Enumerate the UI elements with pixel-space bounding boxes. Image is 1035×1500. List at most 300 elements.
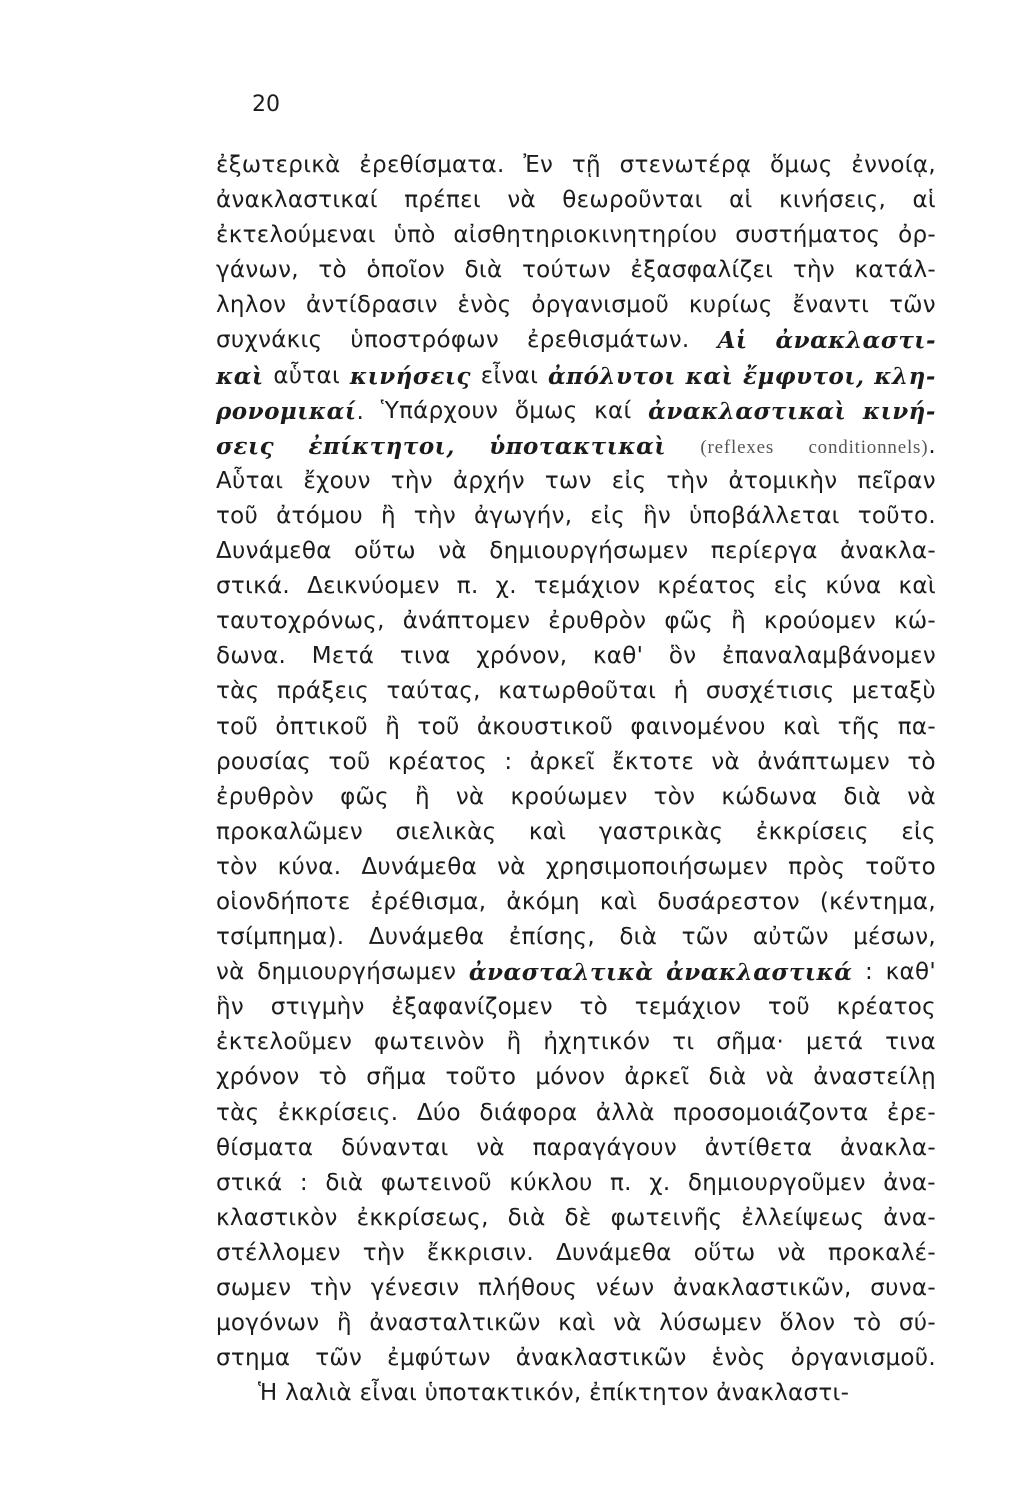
text-segment: ἐλλείψεως <box>741 1204 865 1231</box>
text-segment: φωτεινοῦ <box>380 1169 492 1196</box>
text-segment: νὰ <box>507 187 536 214</box>
word <box>529 815 566 850</box>
word <box>828 1236 936 1271</box>
emphasized-text: ἀνακλαστι- <box>775 327 936 355</box>
word <box>381 394 499 429</box>
word <box>307 569 440 604</box>
text-line <box>216 148 936 183</box>
text-segment: σιελικὰς <box>395 818 497 845</box>
word <box>350 359 471 394</box>
text-segment: ἐκτελοῦμεν <box>216 1029 353 1056</box>
word <box>901 815 936 850</box>
word <box>216 569 290 604</box>
text-segment: νὰ <box>765 1064 795 1091</box>
word <box>361 850 477 885</box>
word <box>387 674 481 709</box>
word <box>381 1166 492 1201</box>
word <box>899 1306 936 1341</box>
word <box>216 674 259 709</box>
text-segment: τοῦτο <box>865 853 936 880</box>
text-segment: ἀρχήν <box>452 467 525 494</box>
word <box>806 1025 863 1060</box>
text-line <box>216 1236 936 1271</box>
word <box>630 710 765 745</box>
text-segment: νὰ <box>711 748 741 775</box>
text-segment: ἐξασφαλίζει <box>630 257 774 284</box>
word <box>657 885 800 920</box>
text-segment: εἰς <box>611 467 647 494</box>
word <box>531 288 669 323</box>
text-segment: ὅμως <box>770 152 833 178</box>
word <box>300 1166 308 1201</box>
text-segment: Δυνάμεθα <box>556 1239 672 1266</box>
text-segment: ἐκκρίσεις <box>755 818 869 845</box>
word <box>673 1096 868 1131</box>
text-segment: ἢ <box>380 502 396 529</box>
text-segment: μεταξὺ <box>851 678 936 705</box>
text-segment: κώ- <box>893 608 936 635</box>
text-segment: στημα <box>216 1345 291 1372</box>
word <box>777 1236 806 1271</box>
text-segment: : <box>299 1169 308 1196</box>
foreign-term: (reflexes <box>700 436 775 458</box>
word <box>216 534 332 569</box>
word <box>337 1306 352 1341</box>
word <box>838 710 881 745</box>
word <box>753 920 829 955</box>
text-segment: τοῦ <box>216 713 259 740</box>
text-segment: πρὸς <box>788 853 846 880</box>
word <box>216 1271 291 1306</box>
text-segment: ἔχουν <box>303 467 371 494</box>
word <box>889 288 936 323</box>
word <box>722 639 936 674</box>
word <box>743 359 865 394</box>
text-segment: ἑνὸς <box>711 1345 766 1372</box>
word <box>711 745 740 780</box>
word <box>506 885 580 920</box>
word <box>853 1306 882 1341</box>
text-segment: Δυνάμεθα <box>216 538 332 565</box>
word <box>580 990 609 1025</box>
text-segment: Δύο <box>416 1099 461 1126</box>
word <box>414 499 456 534</box>
text-segment: κρέατος <box>836 994 936 1021</box>
text-line <box>216 604 936 639</box>
word <box>613 1306 642 1341</box>
text-segment: τὸ <box>579 994 609 1021</box>
word <box>612 745 694 780</box>
text-segment: συνα- <box>870 1275 936 1301</box>
text-segment: χρόνον <box>216 1064 300 1091</box>
text-segment: στενωτέρᾳ <box>619 152 752 178</box>
text-segment: ἐκκρίσεις. <box>277 1099 399 1126</box>
text-segment: προκαλῶμεν <box>216 818 364 845</box>
word <box>417 1096 461 1131</box>
word <box>657 569 756 604</box>
word <box>216 604 385 639</box>
text-segment: τῶν <box>681 924 729 951</box>
text-line <box>216 850 936 885</box>
word <box>548 359 676 394</box>
text-segment: τοῦ <box>417 713 460 740</box>
word <box>366 1060 426 1095</box>
word <box>216 183 378 218</box>
text-segment: ἐπαναλαμβάνομεν <box>721 643 936 670</box>
text-segment: νὰ <box>907 783 936 810</box>
word <box>593 639 643 674</box>
text-segment: νὰ <box>497 853 526 880</box>
text-segment: ἀκουστικοῦ <box>476 713 614 740</box>
text-segment: μογόνων <box>216 1310 320 1337</box>
word <box>216 253 299 288</box>
text-segment: καί <box>594 397 632 424</box>
word <box>359 148 504 183</box>
word <box>843 780 881 815</box>
word <box>508 1201 546 1236</box>
word <box>357 1201 489 1236</box>
word <box>851 148 936 183</box>
text-segment: : <box>865 959 874 986</box>
word <box>216 990 244 1025</box>
word <box>689 288 773 323</box>
text-segment: τῶν <box>315 1345 363 1372</box>
word <box>768 990 810 1025</box>
word <box>631 253 774 288</box>
word <box>216 1306 319 1341</box>
word <box>216 780 314 815</box>
word <box>453 218 717 253</box>
body-text <box>216 148 936 1411</box>
word <box>689 499 840 534</box>
word <box>489 534 688 569</box>
text-segment: τὴν <box>666 467 709 494</box>
text-segment: ἐμφύτων <box>387 1345 491 1372</box>
text-segment: ἀγωγήν, <box>473 502 573 529</box>
word <box>457 569 479 604</box>
text-segment: πρέπει <box>404 187 481 214</box>
word <box>894 604 936 639</box>
text-segment: τὸ <box>852 1310 882 1337</box>
text-segment: νὰ <box>613 1310 642 1337</box>
text-segment: εἰς <box>590 502 625 529</box>
word <box>308 429 454 464</box>
word <box>729 183 753 218</box>
text-segment: κύκλου <box>509 1169 593 1196</box>
word <box>535 1060 605 1095</box>
text-segment: ἐρυθρὸν <box>548 608 647 635</box>
word <box>659 1306 762 1341</box>
text-segment: ἣν <box>216 994 245 1021</box>
word <box>764 604 876 639</box>
text-segment: (κέντημα, <box>819 888 936 915</box>
word <box>870 1271 936 1306</box>
text-segment: ἐξωτερικὰ <box>216 152 341 178</box>
text-segment: π. <box>610 1169 632 1196</box>
text-segment: νὰ <box>438 538 467 565</box>
emphasized-text: καὶ <box>216 362 264 390</box>
text-segment: διὰ <box>619 924 658 951</box>
text-segment: συχνάκις <box>216 327 323 354</box>
text-segment: χρησιμοποιήσωμεν <box>545 853 769 880</box>
text-segment: ἐρέθισμα, <box>370 888 487 915</box>
word <box>481 359 539 394</box>
word <box>216 499 258 534</box>
text-segment: ἐξαφανίζομεν <box>391 994 553 1021</box>
text-segment: θίσματα <box>216 1134 314 1161</box>
text-segment: ἐκτελούμεναι <box>216 222 376 249</box>
text-segment: στέλλομεν <box>216 1239 341 1266</box>
word <box>216 323 322 358</box>
word <box>374 1025 485 1060</box>
text-segment: φῶς <box>340 783 389 810</box>
text-segment: ἐρεθισμάτων. <box>526 327 690 354</box>
text-line <box>216 323 936 358</box>
text-segment: ἀντίθετα <box>704 1134 813 1161</box>
text-segment: δημιουργήσωμεν <box>489 538 689 565</box>
word <box>673 1271 852 1306</box>
text-segment: ὃν <box>668 643 697 670</box>
text-segment: αἰσθητηριοκινητηρίου <box>453 222 718 249</box>
word <box>898 710 936 745</box>
word <box>369 920 485 955</box>
text-segment: φωτεινῆς <box>610 1204 723 1231</box>
emphasized-text: κινήσεις <box>349 362 471 390</box>
word <box>216 394 364 429</box>
emphasized-text: σεις <box>216 432 275 460</box>
text-segment: τὴν <box>309 1275 353 1301</box>
page-number: 20 <box>252 92 280 117</box>
word <box>853 920 936 955</box>
text-segment: φαινομένου <box>630 713 766 740</box>
word <box>572 148 601 183</box>
emphasized-text: κλη- <box>874 362 936 390</box>
text-segment: Δυνάμεθα <box>368 924 485 951</box>
word <box>453 464 525 499</box>
word <box>522 253 611 288</box>
word <box>594 394 631 429</box>
text-segment: ὅλον <box>779 1310 836 1337</box>
word <box>216 1201 338 1236</box>
text-segment: οὕτω <box>693 1239 756 1266</box>
text-segment: τὴν <box>792 257 835 284</box>
word <box>216 1166 282 1201</box>
text-segment: ἢ <box>731 608 747 635</box>
word <box>216 850 258 885</box>
text-segment: ἀλλὰ <box>595 1099 655 1126</box>
word <box>712 1341 766 1376</box>
text-segment: διὰ <box>843 783 882 810</box>
text-segment: καὶ <box>528 818 567 845</box>
word <box>476 1131 505 1166</box>
word <box>385 710 400 745</box>
word <box>686 359 734 394</box>
word <box>793 288 870 323</box>
text-segment: Αὗται <box>216 467 284 494</box>
text-segment: τινα <box>399 643 451 670</box>
word <box>556 1236 672 1271</box>
text-segment: δωνα. <box>216 643 287 670</box>
text-segment: προκαλέ- <box>827 1239 936 1266</box>
word <box>709 1060 747 1095</box>
word <box>599 815 724 850</box>
word <box>813 1060 936 1095</box>
word <box>654 780 696 815</box>
text-segment: δύνανται <box>341 1134 449 1161</box>
text-segment: ὑποβάλλεται <box>688 502 840 529</box>
word <box>216 218 376 253</box>
text-segment: ἔκτοτε <box>612 748 695 775</box>
text-segment: διάφορα <box>479 1099 578 1126</box>
word <box>278 850 342 885</box>
emphasized-text: ἀπόλυτοι <box>547 362 676 390</box>
text-segment: τὰς <box>216 678 260 705</box>
text-line <box>216 1341 936 1376</box>
text-segment: συστήματος <box>735 222 881 249</box>
word <box>216 1131 313 1166</box>
text-segment: κινήσεις, <box>778 187 887 214</box>
text-segment: πλήθους <box>478 1275 578 1301</box>
word <box>509 1166 592 1201</box>
text-segment: τούτων <box>521 257 611 284</box>
text-segment: ἑνὸς <box>457 292 512 319</box>
text-segment: . <box>928 432 936 459</box>
word <box>666 464 708 499</box>
text-segment: εἰς <box>773 573 809 600</box>
word <box>837 990 936 1025</box>
word <box>516 1341 687 1376</box>
text-segment: ὁποῖον <box>366 257 445 284</box>
text-segment: ἀνασταλτικῶν <box>369 1310 541 1337</box>
text-line <box>216 499 936 534</box>
word <box>277 674 369 709</box>
text-segment: ἐρεθίσματα. <box>359 152 505 178</box>
emphasized-text: καὶ <box>685 362 734 390</box>
text-segment: νὰ <box>476 1134 505 1161</box>
text-segment: παραγάγουν <box>532 1134 678 1161</box>
text-line <box>216 183 936 218</box>
text-segment: τοῦ <box>216 502 259 529</box>
word <box>590 499 625 534</box>
text-segment: τὴν <box>362 1239 405 1266</box>
text-segment: τεμάχιον <box>634 994 742 1021</box>
text-segment: ἀνακλα- <box>840 1134 936 1161</box>
text-segment: οὕτω <box>354 538 416 565</box>
word <box>852 674 936 709</box>
text-segment: ἢ <box>414 783 430 810</box>
text-segment: τὸ <box>318 257 347 284</box>
word <box>340 780 389 815</box>
word <box>546 850 768 885</box>
text-segment: μέσων, <box>853 924 936 951</box>
word <box>363 1236 405 1271</box>
word <box>507 183 536 218</box>
text-line <box>216 1201 936 1236</box>
text-segment: στιγμὴν <box>270 994 365 1021</box>
text-line <box>216 464 936 499</box>
word <box>216 1060 300 1095</box>
text-segment: ὑποστρόφων <box>350 327 499 354</box>
text-segment: πα- <box>897 713 936 740</box>
word <box>775 323 936 358</box>
text-segment: χ. <box>649 1169 671 1196</box>
text-segment: κύνα <box>825 573 882 600</box>
text-segment: φῶς <box>664 608 714 635</box>
text-segment: ἐρε- <box>887 1099 936 1126</box>
text-line <box>216 745 936 780</box>
word <box>664 604 713 639</box>
word <box>718 323 748 358</box>
word <box>427 1236 534 1271</box>
word <box>216 815 363 850</box>
text-segment: γένεσιν <box>370 1275 460 1301</box>
text-segment: τὴν <box>390 467 433 494</box>
text-segment: τῇ <box>571 152 601 178</box>
text-segment: κυρίως <box>688 292 773 319</box>
word <box>387 1341 491 1376</box>
text-line <box>216 534 936 569</box>
word <box>898 218 936 253</box>
word <box>619 920 657 955</box>
word <box>610 1166 632 1201</box>
word <box>489 429 666 464</box>
word <box>825 569 881 604</box>
word <box>318 253 347 288</box>
word <box>721 780 817 815</box>
text-segment: κρούομεν <box>764 608 876 635</box>
word <box>404 183 481 218</box>
word <box>565 1201 592 1236</box>
text-segment: θεωροῦνται <box>562 187 703 214</box>
text-segment: ἀνάπτομεν <box>402 608 531 635</box>
text-segment: τῶν <box>889 292 936 319</box>
word <box>325 1166 363 1201</box>
text-segment: : <box>504 748 513 775</box>
text-segment: καὶ <box>558 1310 596 1337</box>
text-line <box>216 253 936 288</box>
word <box>857 464 935 499</box>
word <box>793 253 835 288</box>
word <box>366 253 445 288</box>
text-segment: τι <box>672 1029 695 1056</box>
text-segment: διὰ <box>708 1064 747 1091</box>
word <box>271 990 365 1025</box>
word <box>780 1306 836 1341</box>
emphasized-text: Αἱ <box>717 327 748 355</box>
word <box>840 534 936 569</box>
word <box>306 288 438 323</box>
emphasized-text: ὑποτακτικαὶ <box>489 432 666 460</box>
text-line <box>216 1025 936 1060</box>
word <box>907 780 936 815</box>
word <box>527 323 690 358</box>
text-segment: ταύτας, <box>386 678 481 705</box>
text-segment: αἱ <box>729 187 753 214</box>
word <box>756 815 869 850</box>
word <box>840 1131 936 1166</box>
word <box>874 359 936 394</box>
word <box>328 745 370 780</box>
text-segment: στικά. <box>216 573 291 600</box>
word <box>415 780 430 815</box>
text-segment: ἀνα- <box>883 1169 936 1196</box>
text-segment: Δυνάμεθα <box>361 853 478 880</box>
text-segment: τοῦτο <box>445 1064 517 1091</box>
word <box>391 990 552 1025</box>
text-line <box>216 288 936 323</box>
text-segment: δημιουργήσωμεν <box>257 959 457 986</box>
word <box>741 1201 864 1236</box>
